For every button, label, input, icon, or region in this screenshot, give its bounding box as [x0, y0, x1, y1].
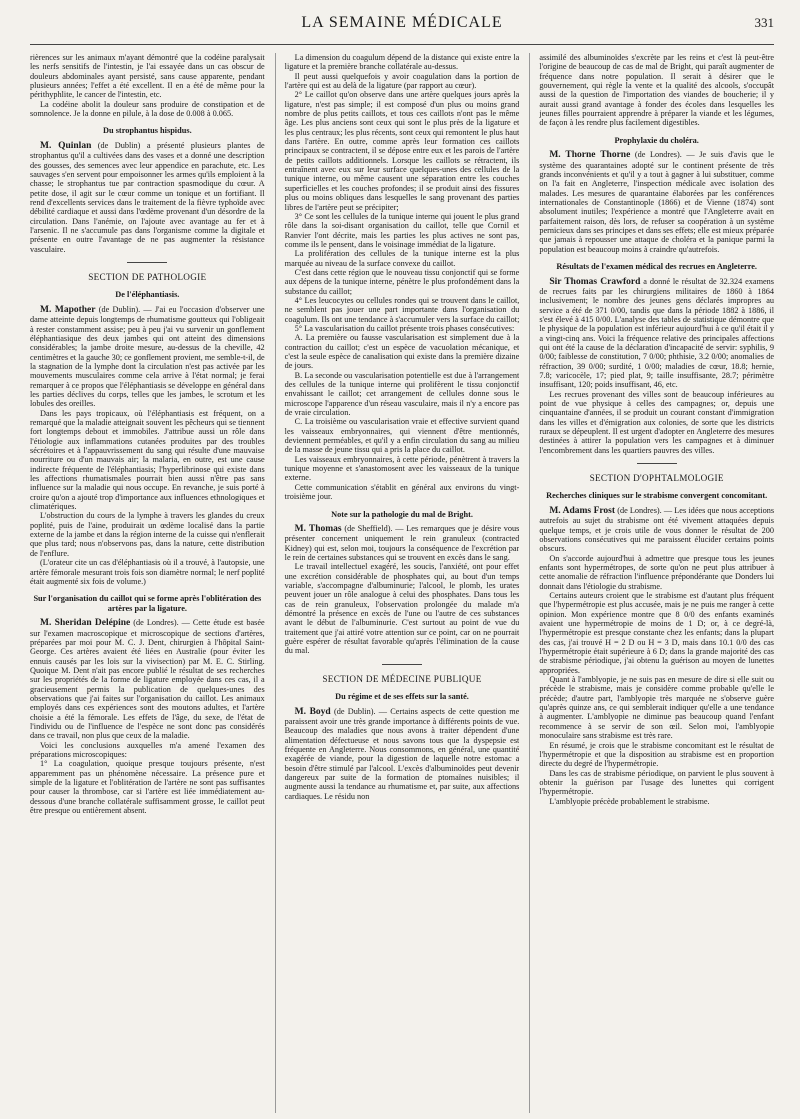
article-heading: Du strophantus hispidus.	[103, 126, 192, 136]
article-heading: Du régime et de ses effets sur la santé.	[335, 692, 469, 702]
column-1	[30, 53, 265, 1113]
speaker-name: Sir Thomas Crawford	[549, 276, 641, 287]
paragraph: 1° La coagulation, quoique presque toujours présente, n'est apparemment pas un phénomène nécessaire. La présence pure et simple de la ligature et l'oblitération de l'artère ne sont pas suffisantes pour causer la thrombose, car si l'artère est liée immédiatement au-dessous d'une branche collatérale suffisamment grosse, le caillot peut être presque ou entièrement absent.	[30, 759, 265, 816]
paragraph: La codéine abolit la douleur sans produire de constipation et de somnolence. Je la donne en pilule, à la dose de 0.008 à 0.065.	[30, 99, 265, 119]
divider	[127, 262, 167, 263]
paragraph: Cette communication s'établit en général aux environs du vingt-troisième jour.	[284, 482, 520, 502]
paragraph: M. Adams Frost (de Londres). — Les idées que nous acceptions autrefois au sujet du strabisme ont été vivement attaquées depuis quelque temps, et je crois utile de vous donner le résultat de 200 observations consécutives qui me paraissent élucider certains points obscurs.	[539, 505, 775, 554]
divider	[382, 664, 422, 665]
page-number: 331	[754, 15, 774, 30]
paragraph: Quant à l'amblyopie, je ne suis pas en mesure de dire si elle suit ou précède le strabisme, mais je considère comme probable qu'elle le précède; d'autre part, l'amblyopie très marquée ne s'observe guère qu'après quinze ans, ce qui semblerait indiquer qu'elle a une tendance à augmenter. L'amblyopie ne diminue pas beaucoup quand l'enfant recommence à se servir de son œil. Selon moi, l'amblyopie monoculaire sans strabisme est très rare.	[539, 675, 775, 741]
paragraph: Il peut aussi quelquefois y avoir coagulation dans la portion de l'artère qui est au delà de la ligature (par rapport au cœur).	[284, 71, 520, 91]
paragraph: La prolifération des cellules de la tunique interne est la plus marquée au niveau de la surface convexe du caillot.	[284, 249, 520, 268]
paragraph: M. Mapother (de Dublin). — J'ai eu l'occasion d'observer une dame atteinte depuis longtemps de rhumatisme goutteux qui l'obligeait à rester constamment assise; peu à peu j'ai vu survenir un gonflement éléphantiasique des deux jambes qui ont atteint des dimensions considérables; la jambe droite mesure, au-dessus de la cheville, 42 centimètres et la gauche 30; ce gonflement provient, me semble-t-il, de la stagnation de la lymphe dont la circulation n'est pas activée par les mouvements musculaires comme cela arrive à l'état normal; je ferai remarquer à ce propos que l'éléphantiasis se développe en général dans les parties déclives du corps, telles que les jambes, le scrotum et les lobules des oreilles.	[30, 304, 265, 409]
paragraph: En résumé, je crois que le strabisme concomitant est le résultat de l'hypermétropie et que la disposition au strabisme est en proportion directe du degré de l'hypermétropie.	[539, 740, 775, 769]
paragraph: Les recrues provenant des villes sont de beaucoup inférieures au point de vue physique à celles des campagnes; or, depuis une cinquantaine d'années, il se produit un courant constant d'immigration dans les villes et d'émigration aux colonies, de sorte que les districts ruraux se dépeuplent. Il est urgent d'adopter en Angleterre des mesures destinées à attirer la population vers les campagnes et à diminuer l'encombrement dans les quartiers pauvres des villes.	[539, 389, 775, 455]
paragraph: L'obstruction du cours de la lymphe à travers les glandes du creux poplité, puis de l'aine, produirait un œdème localisé dans la partie externe de la jambe et dans la région interne de la cuisse qui n'enflerait que plus tard; nous n'observons pas, dans la nature, cette distribution de l'enflure.	[30, 511, 265, 558]
speaker-name: M. Adams Frost	[549, 505, 616, 516]
paragraph: M. Thorne Thorne (de Londres). — Je suis d'avis que le système des quarantaines adopté sur le continent présente de très grands inconvénients et qu'il y a tout à gagner à lui substituer, comme on l'a fait en Angleterre, l'inspection médicale avec isolation des malades. Les mesures de quarantaine élaborées par les conférences internationales de Constantinople (1866) et de Vienne (1874) sont absolument inutiles; l'expérience a montré que l'Angleterre avait en parfaitement raison, dès lors, de refuser sa coopération à un système pernicieux dans ses principes et dans ses effets; elle est mieux préparée que jamais à repousser une attaque de choléra et la panique parmi la population est beaucoup moins à craindre qu'autrefois.	[539, 150, 775, 254]
paragraph: C. La troisième ou vascularisation vraie et effective survient quand les vaisseaux embryonnaires, qui viennent d'être mentionnés, deviennent perméables, et qu'il y a enfin circulation du sang au milieu de la masse de jeune tissu qui a pris la place du caillot.	[284, 417, 520, 455]
paragraph: Dans les cas de strabisme périodique, on parvient le plus souvent à obtenir la guérison par l'usage des lunettes qui corrigent l'hypermétropie.	[539, 768, 775, 797]
journal-title: LA SEMAINE MÉDICALE	[301, 14, 503, 31]
paragraph: Sir Thomas Crawford a donné le résultat de 32.324 examens de recrues faits par les chirurgiens militaires de 1860 à 1864 inclusivement; le nombre des jeunes gens déclarés impropres au service a été de 371 0/00, tandis que dans la période 1882 à 1886, il s'est élevé à 415 0/00. L'analyse des tables de statistique démontre que le physique de la population est inférieur aujourd'hui à ce qu'il était il y a vingt-cinq ans. Voici la fréquence relative des principales affections qui ont été la cause de la déclaration d'incapacité de servir: syphilis, 9 0/00; faiblesse de constitution, 7 0/00; phthisie, 3.2 0/00; anomalies de réfraction, 39 0/00; surdité, 1 0/00; maladies de cœur, 18.8; hernie, 7.8; varicocèle, 17; pied plat, 9; taille insuffisante, 28.7; périmètre insuffisant, 120; poids insuffisant, 46, etc.	[539, 276, 775, 390]
paragraph: Les vaisseaux embryonnaires, à cette période, pénètrent à travers la tunique moyenne et s'anastomosent avec les vaisseaux de la tunique externe.	[284, 454, 520, 483]
paragraph: M. Sheridan Delépine (de Londres). — Cette étude est basée sur l'examen macroscopique et microscopique de sections d'artères, préparées par moi pour M. C. J. Dent, chirurgien à l'hôpital Saint-George. Ces artères avaient été liées en Australie (pour éviter les ennuis causés par les lois sur la vivisection) par M. E. C. Stirling. Quoique M. Dent n'ait pas encore publié le résultat de ses recherches sur les propriétés de la forme de ligature employée dans ces cas, il a gracieusement permis la publication de quelques-unes des observations que j'ai faites sur l'organisation du caillot. Les animaux employés dans ces expériences sont des moutons adultes, et l'artère choisie a été la fémorale. Les effets de l'âge, du sexe, de l'état de l'individu ou de l'influence de l'espèce ne sont donc pas considérés dans ce travail, non plus que ceux de la maladie.	[30, 618, 265, 741]
paragraph: 4° Les leucocytes ou cellules rondes qui se trouvent dans le caillot, ne semblent pas jouer une part importante dans l'organisation du coagulum. Ils ont une tendance à s'accumuler vers la surface du caillot;	[284, 295, 520, 324]
paragraph: (L'orateur cite un cas d'éléphantiasis où il a trouvé, à l'autopsie, une artère fémorale mesurant trois fois son diamètre normal; le nerf poplité était augmenté six fois de volume.)	[30, 558, 265, 586]
article-heading: Note sur la pathologie du mal de Bright.	[331, 509, 473, 519]
paragraph: L'amblyopie précède probablement le strabisme.	[549, 796, 710, 806]
paragraph: 5° La vascularisation du caillot présente trois phases consécutives:	[294, 323, 515, 333]
paragraph: A. La première ou fausse vascularisation est simplement due à la contraction du caillot; c'est un espèce de vacuolation mécanique, et c'est la seule espèce de canalisation qui existe dans la première dizaine de jours.	[284, 333, 520, 371]
paragraph: On s'accorde aujourd'hui à admettre que presque tous les jeunes enfants sont hypermétropes, de sorte qu'on ne peut plus attribuer à cette anomalie de réfraction l'influence prépondérante que Donders lui donnait dans l'étiologie du strabisme.	[539, 553, 775, 591]
article-heading: Recherches cliniques sur le strabisme convergent concomitant.	[546, 491, 768, 501]
section-heading: SECTION DE MÉDECINE PUBLIQUE	[322, 673, 482, 684]
column-2	[275, 53, 520, 1113]
speaker-name: M. Boyd	[294, 706, 331, 717]
paragraph: M. Quinlan (de Dublin) a présenté plusieurs plantes de strophantus qu'il a cultivées dans des vases et a donné une description des gousses, des semences avec leur appendice en parachute, etc. Les sauvages s'en servent pour empoisonner les armes qu'ils emploient à la chasse; le strophantus tue par contraction spasmodique du cœur. A petite dose, il agit sur le cœur comme un tonique et un fortifiant. Il rend d'excellents services dans le traitement de la fièvre typhoïde avec débilité cardiaque et aussi dans l'œdème provenant d'un désordre de la circulation. Dans l'anémie, on l'ajoute avec avantage au fer et à l'arsenic. Il ne s'accumule pas dans l'organisme comme la digitale et présente en outre l'avantage de ne pas augmenter la résistance vasculaire.	[30, 140, 265, 254]
text-columns	[30, 53, 774, 1113]
speaker-name: M. Sheridan Delépine	[40, 618, 131, 629]
article-heading: De l'éléphantiasis.	[115, 290, 180, 300]
paragraph: La dimension du coagulum dépend de la distance qui existe entre la ligature et la première branche collatérale au-dessus.	[284, 53, 520, 72]
article-heading: Prophylaxie du choléra.	[614, 135, 699, 145]
paragraph: rièrences sur les animaux m'ayant démontré que la codéine paralysait les nerfs sensitifs de l'intestin, je l'ai essayée dans un cas obscur de douleurs abdominales ayant persisté, sans cause apparente, pendant plusieurs années; l'effet a été excellent. Il en a été de même pour la périthyphlite, le cancer de l'intestin, etc.	[30, 53, 265, 100]
paragraph: 3° Ce sont les cellules de la tunique interne qui jouent le plus grand rôle dans la soi-disant organisation du caillot, telle que Cornil et Ranvier l'ont décrite, mais les parties les plus actives ne sont pas, comme ils le pensent, dans le voisinage immédiat de la ligature.	[284, 211, 520, 249]
page-header	[30, 14, 774, 45]
paragraph: C'est dans cette région que le nouveau tissu conjonctif qui se forme aux dépens de la tunique interne, pénètre le plus profondément dans la substance du caillot;	[284, 267, 520, 296]
paragraph: Le travail intellectuel exagéré, les soucis, l'anxiété, ont pour effet une excrétion considérable de phosphates qui, au bout d'un temps variable, s'accompagne d'albuminurie; l'alcool, le plomb, les urates peuvent jouer un rôle analogue à celui des phosphates. Dans tous les cas de rein granuleux, l'observation prolongée du malade m'a démontré la présence en excès de l'une ou l'autre de ces substances avant le début de l'albuminurie. C'est surtout au point de vue du traitement que j'ai attiré votre attention sur ce point, car on ne pourrait guère espérer de résultat favorable qu'après l'élimination de la cause du mal.	[284, 562, 520, 656]
speaker-name: M. Mapother	[40, 304, 96, 315]
paragraph: B. La seconde ou vascularisation potentielle est due à l'arrangement des cellules de la tunique interne qui prolifèrent le tissu conjonctif envahissant le caillot; cet arrangement de cellules donne sous le microscope l'apparence d'un réseau vasculaire, mais il n'y a encore pas de vraie circulation.	[284, 370, 520, 418]
speaker-name: M. Thorne Thorne	[549, 150, 631, 161]
paragraph: Dans les pays tropicaux, où l'éléphantiasis est fréquent, on a remarqué que la maladie atteignait souvent les pêcheurs qui se tiennent fort longtemps debout et immobiles. J'attribue aussi un rôle dans l'étiologie aux inflammations cutanées produites par des troubles sécrétoires et à l'appauvrissement du sang qui résulte d'une mauvaise nourriture ou d'un mauvais air; la malaria, en outre, est une cause indirecte fréquente de l'éléphantiasis; l'hyperlibrinose qui existe dans les affections rhumatismales pourrait bien aussi n'être pas sans influence sur la maladie qui nous occupe. En revanche, je suis porté à croire qu'on a ajouté trop d'importance aux influences ethnologiques et climatériques.	[30, 408, 265, 512]
article-heading: Sur l'organisation du caillot qui se forme après l'oblitération des artères par la ligature.	[33, 594, 262, 613]
paragraph: assimilé des albuminoïdes s'excrète par les reins et c'est là peut-être l'origine de beaucoup de cas de mal de Bright, qui paraît augmenter de fréquence dans notre population. Il serait à désirer que le gouvernement, qui règle la vente et la qualité des alcools, s'occupât aussi de la question de l'importation des viandes de boucherie; il y aurait aussi grand avantage à fonder des écoles dans lesquelles les jeunes filles pourraient apprendre à préparer la viande et les légumes, de façon à les rendre plus facilement digestibles.	[539, 53, 775, 128]
section-heading: SECTION DE PATHOLOGIE	[88, 272, 207, 283]
paragraph: M. Boyd (de Dublin). — Certains aspects de cette question me paraissent avoir une très grande importance à différents points de vue. Beaucoup des maladies que nous avons à traiter dépendent d'une alimentation défectueuse et nous savons tous que la dyspepsie est fréquente en Angleterre. Nous consommons, en général, une quantité exagérée de viande, pour la digestion de laquelle notre estomac a besoin d'être stimulé par l'alcool. L'excès d'albuminoïdes peut devenir dangereux par suite de la formation de ptomaïnes nuisibles; il augmente aussi la tendance au rhumatisme et, par suite, aux affections cardiaques. Le résidu non	[284, 706, 520, 801]
section-heading: SECTION D'OPHTALMOLOGIE	[589, 473, 724, 484]
divider	[637, 463, 677, 464]
paragraph: 2° Le caillot qu'on observe dans une artère quelques jours après la ligature, n'est pas simple; il est composé d'un plus ou moins grand nombre de plus petits caillots, et tous ces caillots n'ont pas le même âge. Les plus anciens sont ceux qui sont le plus près de la ligature et les plus centraux; les plus récents, sont ceux qui remontent le plus haut dans l'artère. En outre, comme après leur formation ces caillots principaux se contractent, il se dépose entre eux et les parois de l'artère de petits caillots additionnels. Lorsque les caillots se rétractent, ils entraînent avec eux sur leur surface quelques-unes des cellules de la tunique interne, ou même causent une séparation entre les couches superficielles et les couches profondes; il se produit ainsi des fissures plus ou moins obliques dans lesquelles le sang provenant des parties libres de l'artère peut se précipiter;	[284, 90, 520, 212]
article-heading: Résultats de l'examen médical des recrues en Angleterre.	[556, 262, 757, 272]
paragraph: M. Thomas (de Sheffield). — Les remarques que je désire vous présenter concernent uniquement le rein granuleux (contracted Kidney) qui est, selon moi, toujours la conséquence de l'excrétion par le rein de certaines substances qui se trouvent en excès dans le sang.	[284, 524, 520, 563]
paragraph: Certains auteurs croient que le strabisme est d'autant plus fréquent que l'hypermétropie est plus accusée, mais je ne puis me ranger à cette opinion. Mon expérience montre que 8 0/0 des enfants examinés avaient une hypermétropie de moins de 1 D; or, à ce degré-là, l'hypermétropie est presque constante chez les enfants; dans la plupart des cas, j'ai trouvé H = 2 D ou H = 3 D, mais dans 10.1 0/0 des cas l'hypermétropie était supérieure à 6 D; dans la grande majorité des cas de strabisme périodique, j'ai obtenu la guérison au moyen de lunettes appropriées.	[539, 591, 775, 675]
speaker-name: M. Quinlan	[40, 140, 92, 151]
column-3	[529, 53, 774, 1113]
speaker-name: M. Thomas	[294, 524, 342, 534]
paragraph: Voici les conclusions auxquelles m'a amené l'examen des préparations microscopiques:	[30, 740, 265, 759]
